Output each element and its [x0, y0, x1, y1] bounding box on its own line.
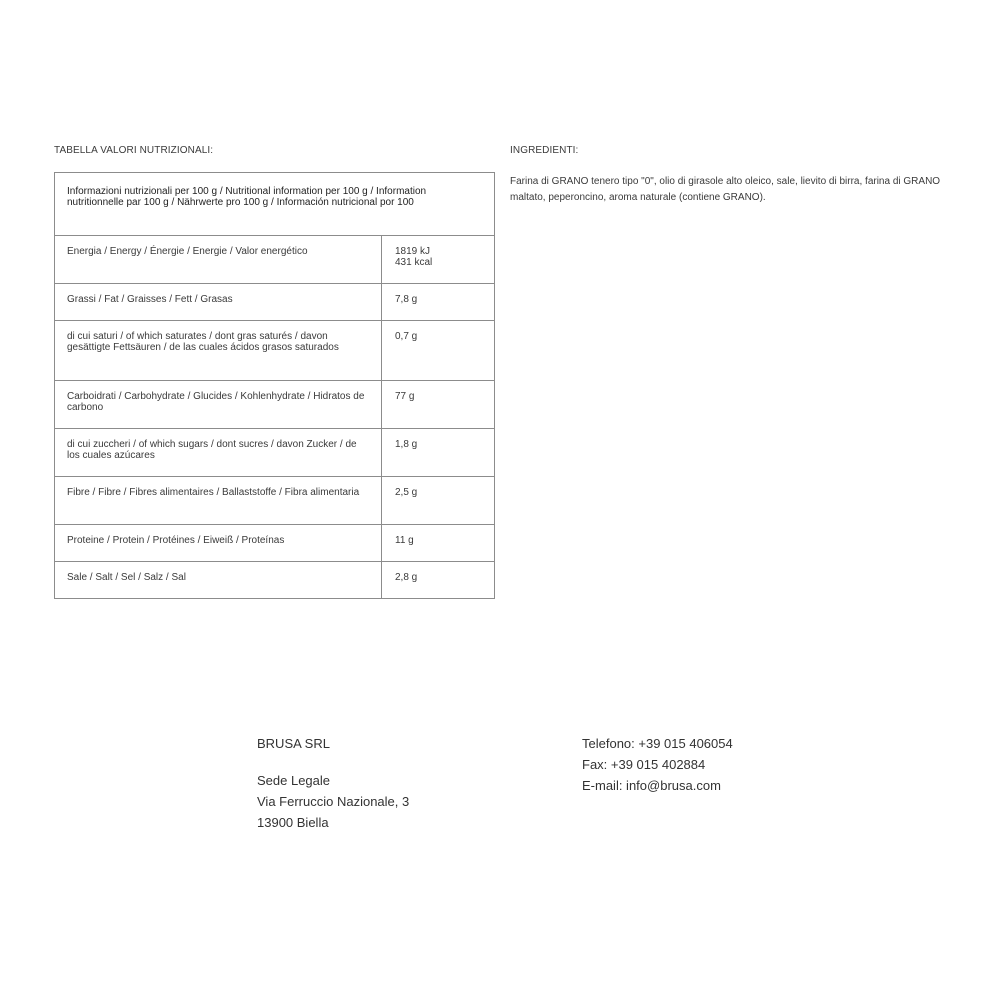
nutrient-value: 11 g	[382, 525, 495, 562]
table-row-salt	[55, 562, 495, 599]
table-row-sugars	[55, 429, 495, 477]
ingredients-title: INGREDIENTI:	[510, 145, 579, 156]
nutrient-value: 2,5 g	[382, 477, 495, 525]
table-row-protein	[55, 525, 495, 562]
phone-number: Telefono: +39 015 406054	[582, 736, 733, 751]
ingredients-text: Farina di GRANO tenero tipo "0", olio di girasole alto oleico, sale, lievito di birra, farina di GRANO maltato, peperoncino, aroma naturale (contiene GRANO).	[510, 176, 941, 203]
address-street: Via Ferruccio Nazionale, 3	[257, 794, 410, 809]
nutrient-label: Proteine / Protein / Protéines / Eiweiß / Proteínas	[55, 525, 382, 562]
company-address-block	[257, 733, 409, 833]
nutrient-value	[382, 236, 495, 284]
nutrient-value: 77 g	[382, 381, 495, 429]
email-address: E-mail: info@brusa.com	[582, 778, 721, 793]
nutrient-value-kcal: 431 kcal	[395, 257, 433, 268]
table-row-carbohydrate	[55, 381, 495, 429]
table-row-fibre	[55, 477, 495, 525]
nutrient-value: 7,8 g	[382, 284, 495, 321]
registered-office-label: Sede Legale	[257, 773, 331, 788]
nutrient-value-kj: 1819 kJ	[395, 246, 431, 257]
nutrient-label: Energia / Energy / Énergie / Energie / Valor energético	[55, 236, 382, 284]
company-name: BRUSA SRL	[257, 736, 330, 751]
nutrient-label: di cui saturi / of which saturates / dont gras saturés / davon gesättigte Fettsäuren / de las cuales ácidos grasos saturados	[55, 321, 382, 381]
nutrition-table	[54, 172, 495, 599]
address-city: 13900 Biella	[257, 815, 329, 830]
table-row-energy	[55, 236, 495, 284]
nutrition-table-title: TABELLA VALORI NUTRIZIONALI:	[54, 145, 214, 156]
nutrition-table-header-row	[55, 173, 495, 236]
nutrient-label: di cui zuccheri / of which sugars / dont sucres / davon Zucker / de los cuales azúcares	[55, 429, 382, 477]
nutrient-label: Sale / Salt / Sel / Salz / Sal	[55, 562, 382, 599]
nutrient-value: 0,7 g	[382, 321, 495, 381]
nutrient-label: Grassi / Fat / Graisses / Fett / Grasas	[55, 284, 382, 321]
nutrient-value: 1,8 g	[382, 429, 495, 477]
table-row-saturates	[55, 321, 495, 381]
nutrition-table-header: Informazioni nutrizionali per 100 g / Nutritional information per 100 g / Information nutritionnelle par 100 g / Nährwerte pro 100 g / Información nutricional por 100	[55, 173, 495, 236]
fax-number: Fax: +39 015 402884	[582, 757, 706, 772]
nutrient-value: 2,8 g	[382, 562, 495, 599]
table-row-fat	[55, 284, 495, 321]
nutrient-label: Carboidrati / Carbohydrate / Glucides / Kohlenhydrate / Hidratos de carbono	[55, 381, 382, 429]
nutrient-label: Fibre / Fibre / Fibres alimentaires / Ballaststoffe / Fibra alimentaria	[55, 477, 382, 525]
company-contact-block	[582, 733, 733, 796]
